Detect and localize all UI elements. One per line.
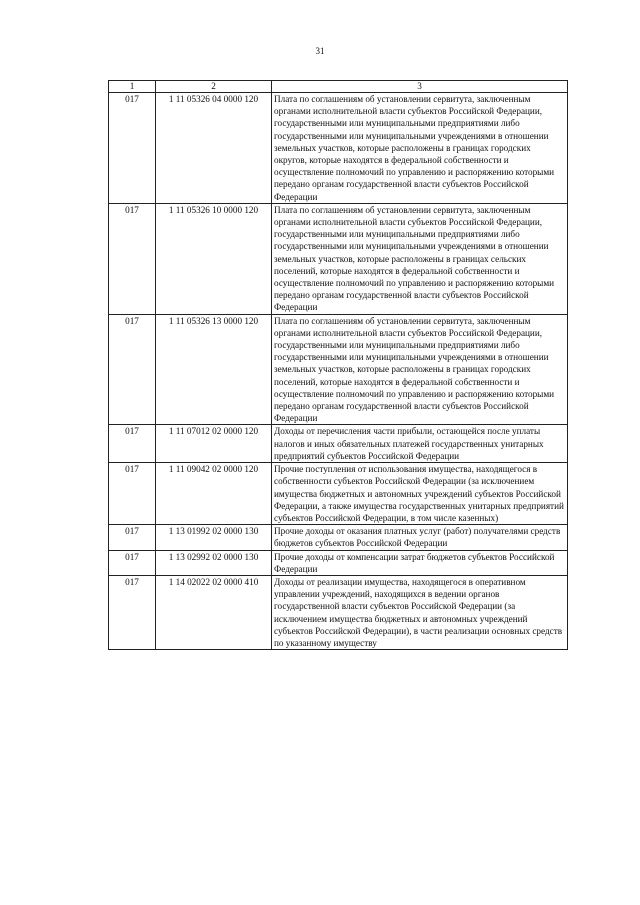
revenue-code-cell: 1 11 09042 02 0000 120	[156, 463, 272, 525]
admin-code-cell: 017	[109, 93, 156, 204]
table-header-row	[109, 81, 568, 93]
table-body	[109, 93, 568, 650]
revenue-code-cell: 1 13 01992 02 0000 130	[156, 525, 272, 550]
table-row	[109, 525, 568, 550]
revenue-code-cell: 1 11 05326 04 0000 120	[156, 93, 272, 204]
revenue-code-cell: 1 13 02992 02 0000 130	[156, 550, 272, 575]
admin-code-cell: 017	[109, 575, 156, 649]
column-header-3: 3	[272, 81, 568, 93]
revenue-code-cell: 1 14 02022 02 0000 410	[156, 575, 272, 649]
revenue-name-cell: Прочие поступления от использования имущества, находящегося в собственности субъектов Российской Федерации (за исключением имущества бюджетных и автономных учреждений субъектов Российской Федерации, а также имущества государственных унитарных предприятий субъектов Российской Федерации, в том числе казенных)	[272, 463, 568, 525]
table-row	[109, 203, 568, 314]
revenue-name-cell: Плата по соглашениям об установлении сервитута, заключенным органами исполнительной власти субъектов Российской Федерации, государственными или муниципальными предприятиями либо государственными или муниципальными учреждениями в отношении земельных участков, которые расположены в границах сельских поселений, которые находятся в федеральной собственности и осуществление полномочий по управлению и распоряжению которыми передано органам государственной власти субъектов Российской Федерации	[272, 203, 568, 314]
admin-code-cell: 017	[109, 550, 156, 575]
admin-code-cell: 017	[109, 314, 156, 425]
admin-code-cell: 017	[109, 425, 156, 463]
admin-code-cell: 017	[109, 203, 156, 314]
column-header-1: 1	[109, 81, 156, 93]
table-row	[109, 550, 568, 575]
page-number: 31	[315, 46, 325, 56]
table-row	[109, 575, 568, 649]
revenue-name-cell: Плата по соглашениям об установлении сервитута, заключенным органами исполнительной власти субъектов Российской Федерации, государственными или муниципальными предприятиями либо государственными или муниципальными учреждениями в отношении земельных участков, которые расположены в границах городских поселений, которые находятся в федеральной собственности и осуществление полномочий по управлению и распоряжению которыми передано органам государственной власти субъектов Российской Федерации	[272, 314, 568, 425]
table-row	[109, 93, 568, 204]
revenue-code-cell: 1 11 05326 10 0000 120	[156, 203, 272, 314]
admin-code-cell: 017	[109, 463, 156, 525]
revenue-codes-table	[108, 80, 568, 650]
revenue-name-cell: Доходы от перечисления части прибыли, остающейся после уплаты налогов и иных обязательных платежей государственных унитарных предприятий субъектов Российской Федерации	[272, 425, 568, 463]
table-row	[109, 425, 568, 463]
table-row	[109, 314, 568, 425]
revenue-code-cell: 1 11 07012 02 0000 120	[156, 425, 272, 463]
revenue-name-cell: Прочие доходы от оказания платных услуг (работ) получателями средств бюджетов субъектов Российской Федерации	[272, 525, 568, 550]
revenue-name-cell: Плата по соглашениям об установлении сервитута, заключенным органами исполнительной власти субъектов Российской Федерации, государственными или муниципальными предприятиями либо государственными или муниципальными учреждениями в отношении земельных участков, которые расположены в границах городских округов, которые находятся в федеральной собственности и осуществление полномочий по управлению и распоряжению которыми передано органам государственной власти субъектов Российской Федерации	[272, 93, 568, 204]
table-row	[109, 463, 568, 525]
revenue-name-cell: Прочие доходы от компенсации затрат бюджетов субъектов Российской Федерации	[272, 550, 568, 575]
revenue-name-cell: Доходы от реализации имущества, находящегося в оперативном управлении учреждений, находящихся в ведении органов государственной власти субъектов Российской Федерации (за исключением имущества бюджетных и автономных учреждений субъектов Российской Федерации), в части реализации основных средств по указанному имуществу	[272, 575, 568, 649]
revenue-code-cell: 1 11 05326 13 0000 120	[156, 314, 272, 425]
column-header-2: 2	[156, 81, 272, 93]
admin-code-cell: 017	[109, 525, 156, 550]
